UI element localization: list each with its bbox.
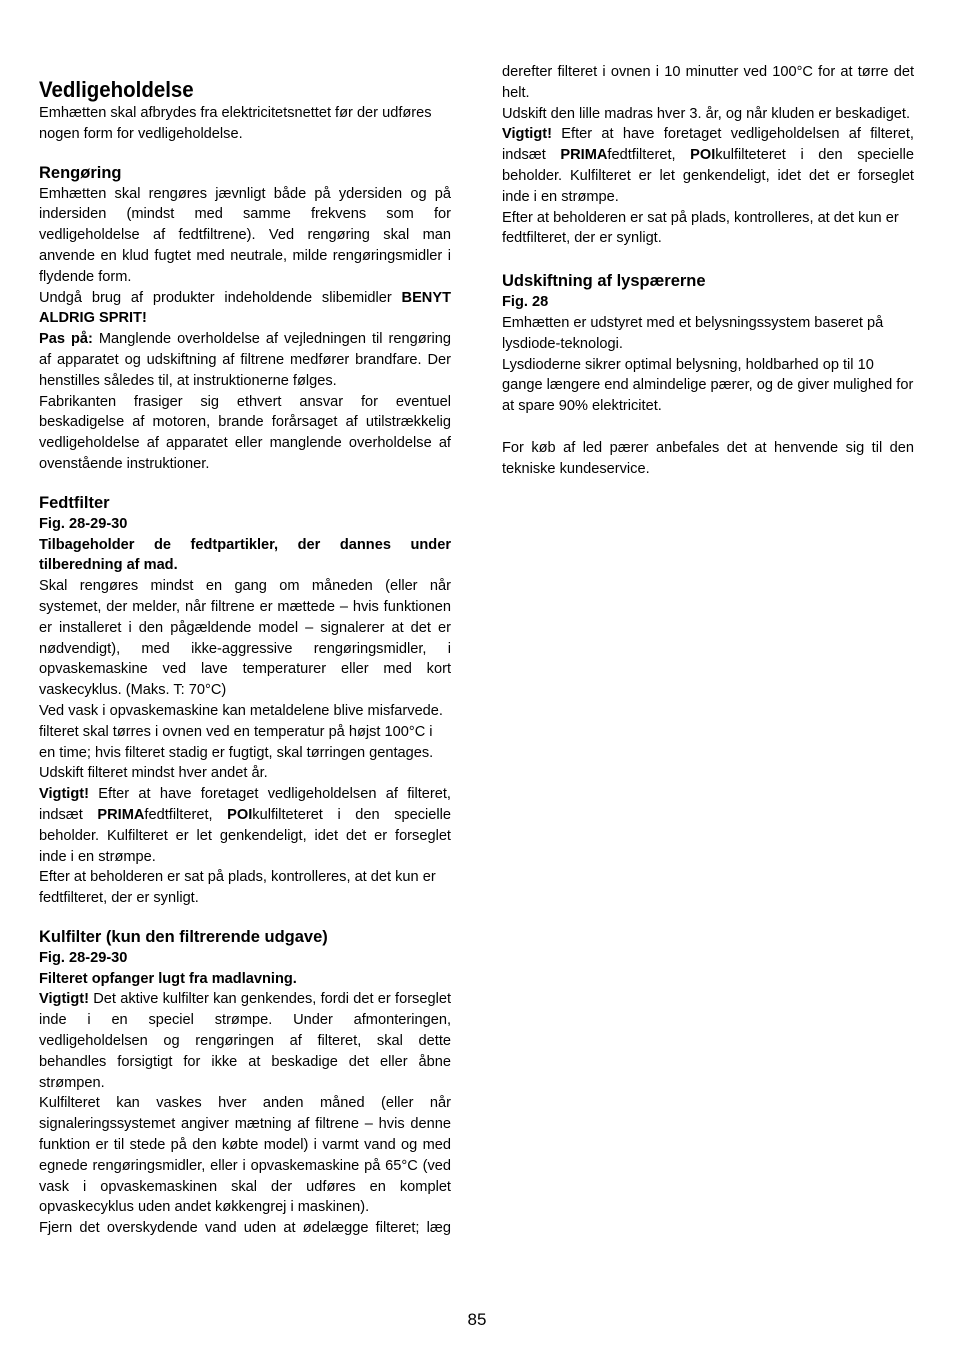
paragraph: Fabrikanten frasiger sig ethvert ansvar for eventuel beskadigelse af motoren, brande forårsaget af utilstrækkelig vedligeholdelse af apparatet eller manglende overholdelse af ovenstående instruktioner. [39,393,451,472]
section-heading: Rengøring [39,163,122,182]
paragraph: For køb af led pærer anbefales det at henvende sig til den tekniske kundeservice. [502,439,914,477]
paragraph: Vigtigt! Det aktive kulfilter kan genkendes, fordi det er forseglet inde i en speciel strømpe. Under afmonteringen, vedligeholdelsen og rengøringen af filteret, skal dette behandles forsigtigt for ikke at beskadige det eller åbne strømpen. [39,991,451,1091]
paragraph: derefter filteret i ovnen i 10 minutter ved 100°C for at tørre det helt. [502,64,914,101]
paragraph: Fjern det overskydende vand uden at ødelægge filteret; læg [39,1220,451,1237]
paragraph: Kulfilteret kan vaskes hver anden måned (eller når signaleringssystemet angiver mætning af filtrene – hvis denne funktion er til stede på den købte model) i varmt vand og med egnede rengøringsmidler, eller i opvaskemaskine på 65°C (ved vask i opvaskemaskinen skal der udføres en komplet opvaskecyklus uden andet køkkengrej i maskinen). [39,1095,451,1216]
paragraph: Udskift filteret mindst hver andet år. [39,765,268,782]
paragraph: Emhætten er udstyret med et belysningssystem baseret på lysdiode-teknologi. [502,314,884,352]
warning-label: Vigtigt! [502,126,552,143]
warning-label: Vigtigt! [39,786,89,803]
left-column [39,77,451,1239]
section-kulfilter [39,926,451,1239]
paragraph: Skal rengøres mindst en gang om måneden (eller når systemet, der melder, når filtrene er mættede – hvis funktionen er installeret i den pågældende model – signalerer at det er nødvendigt), med ikke-aggressive rengøringsmidler, i opvaskemaskine ved lave temperaturer eller med kort vaskecyklus. (Maks. T: 70°C) [39,578,451,699]
section-heading: Udskiftning af lyspærerne [502,272,706,291]
paragraph: Undgå brug af produkter indeholdende slibemidler BENYT ALDRIG SPRIT! [39,289,451,327]
paragraph: Vigtigt! Efter at have foretaget vedligeholdelsen af filteret, indsæt PRIMAfedtfilteret, POIkulfilteteret i den specielle beholder. Kulfilteret er let genkendeligt, idet det er forseglet inde i en strømpe. [502,126,914,205]
paragraph: Udskift den lille madras hver 3. år, og når kluden er beskadiget. [502,105,911,122]
figure-reference: Fig. 28 [502,294,549,311]
warning-label: Vigtigt! [39,991,89,1008]
paragraph: Vigtigt! Efter at have foretaget vedligeholdelsen af filteret, indsæt PRIMAfedtfilteret, POIkulfilteteret i den specielle beholder. Kulfilteret er let genkendeligt, idet det er forseglet inde i en strømpe. [39,786,451,865]
paragraph: Efter at beholderen er sat på plads, kontrolleres, at det kun er fedtfilteret, der er synligt. [39,869,436,907]
paragraph: Emhætten skal rengøres jævnligt både på ydersiden og på indersiden (mindst med samme frekvens som for vedligeholdelse af fedtfiltrene). Ved rengøring skal man anvende en klud fugtet med neutrale, milde rengøringsmidler i flydende form. [39,185,451,285]
intro-paragraph: Emhætten skal afbrydes fra elektricitetsnettet før der udføres nogen form for vedligeholdelse. [39,105,432,142]
paragraph: Pas på: Manglende overholdelse af vejledningen til rengøring af apparatet og udskiftning af filtrene medfører brandfare. Der henstilles således til, at instruktionerne følges. [39,331,451,389]
paragraph: filteret skal tørres i ovnen ved en temperatur på højst 100°C i en time; hvis filteret stadig er fugtigt, skal tørringen gentages. [39,723,434,761]
page-title: Vedligeholdelse [39,77,194,102]
paragraph: Lysdioderne sikrer optimal belysning, holdbarhed op til 10 gange længere end almindelige pærer, og de giver mulighed for at spare 90% elektricitet. [502,356,914,415]
section-rengoring [39,162,451,475]
section-heading: Kulfilter (kun den filtrerende udgave) [39,927,328,946]
figure-reference: Fig. 28-29-30 [39,949,128,966]
spacer [502,417,914,438]
paragraph: Efter at beholderen er sat på plads, kontrolleres, at det kun er fedtfilteret, der er synligt. [502,209,899,247]
warning-label: Pas på: [39,331,93,348]
right-column [502,62,914,480]
figure-reference: Fig. 28-29-30 [39,515,128,532]
paragraph: Ved vask i opvaskemaskine kan metaldelene blive misfarvede. [39,702,443,719]
bold-intro: Tilbageholder de fedtpartikler, der dannes under tilberedning af mad. [39,536,451,574]
section-fedtfilter [39,492,451,909]
bold-intro: Filteret opfanger lugt fra madlavning. [39,970,297,987]
warning-text: BENYT ALDRIG SPRIT! [39,289,451,327]
section-lyspaerer [502,270,914,479]
page-number: 85 [467,1310,487,1329]
section-heading: Fedtfilter [39,493,110,512]
